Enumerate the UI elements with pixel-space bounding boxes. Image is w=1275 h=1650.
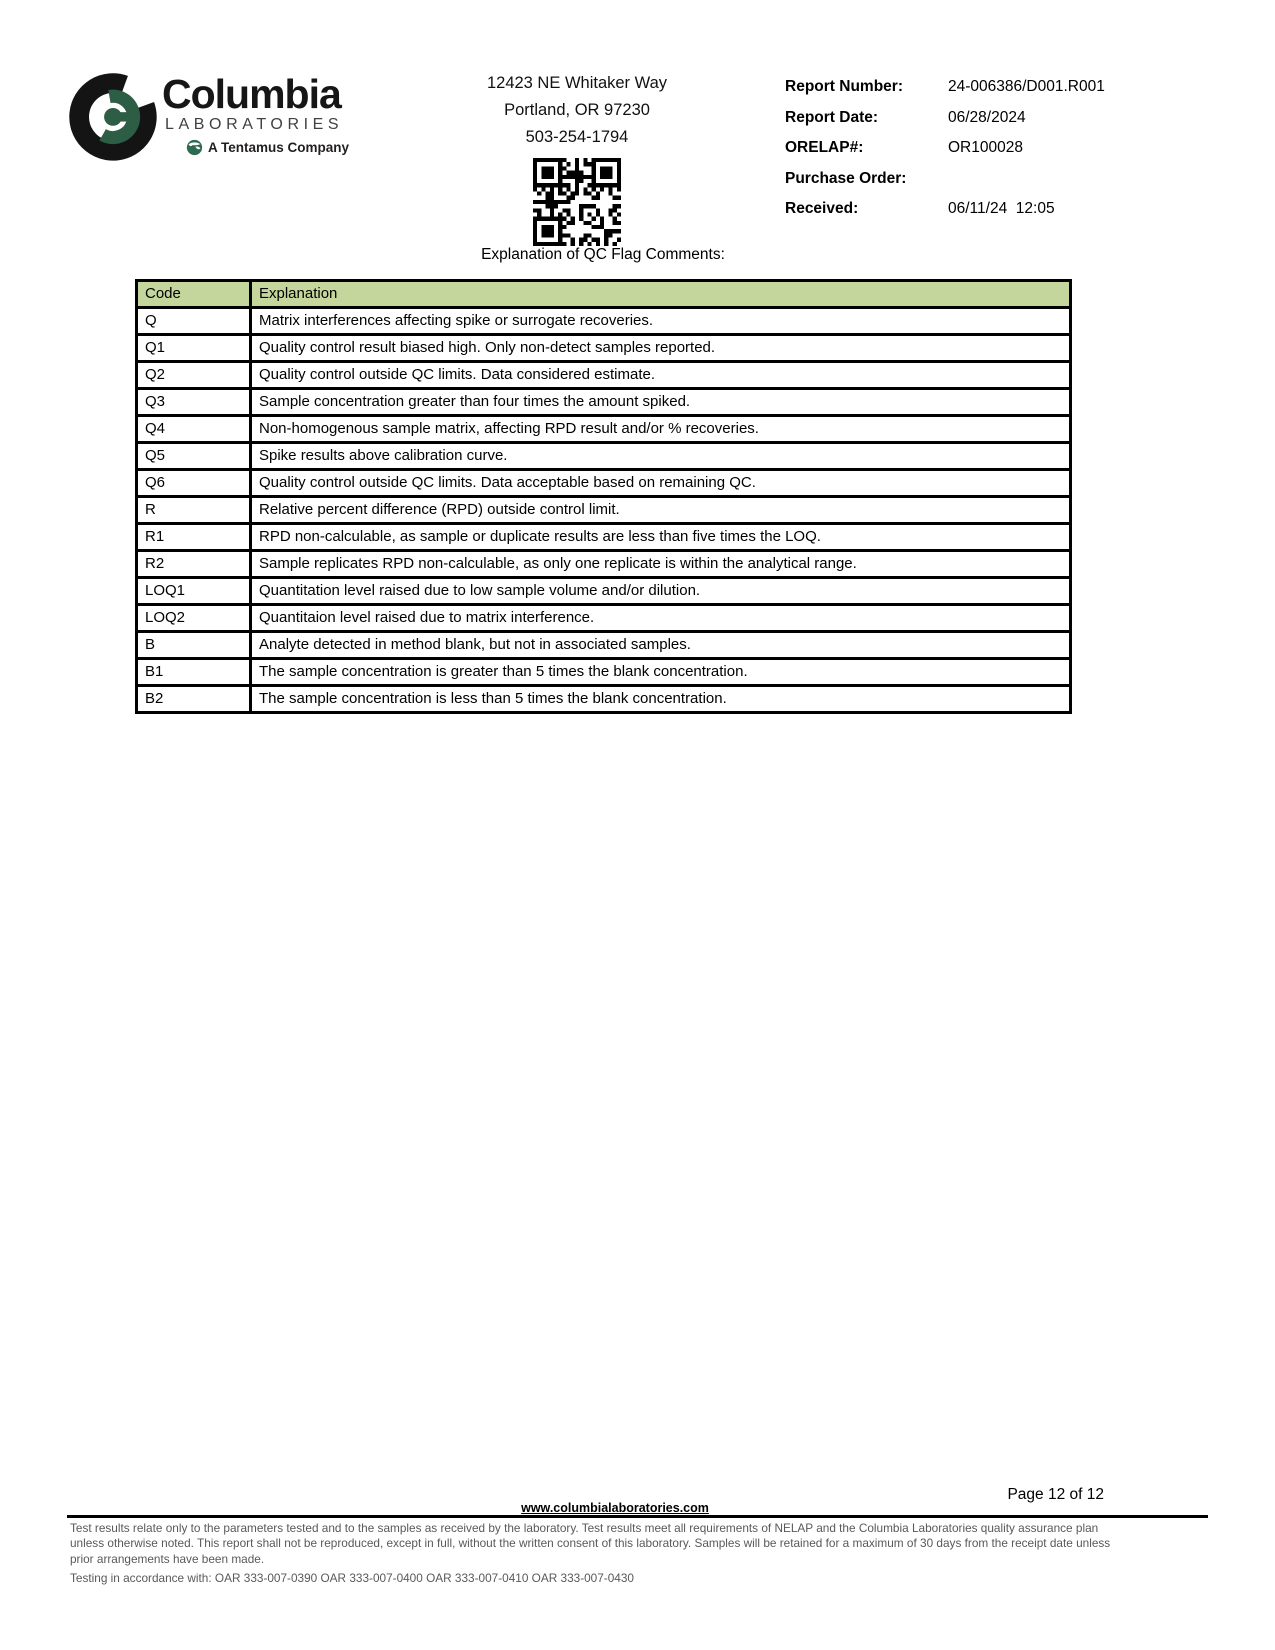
qc-table-row bbox=[137, 389, 1071, 416]
qc-code-cell: B1 bbox=[137, 659, 251, 686]
footer-disclaimer bbox=[70, 1521, 1215, 1586]
qc-explanation-cell: Spike results above calibration curve. bbox=[251, 443, 1071, 470]
qc-explanation-cell: Analyte detected in method blank, but not in associated samples. bbox=[251, 632, 1071, 659]
lab-street: 12423 NE Whitaker Way bbox=[486, 74, 668, 92]
qr-code bbox=[533, 158, 621, 246]
qc-table-row bbox=[137, 443, 1071, 470]
qc-explanation-cell: The sample concentration is greater than 5 times the blank concentration. bbox=[251, 659, 1071, 686]
qc-explanation-cell: Non-homogenous sample matrix, affecting RPD result and/or % recoveries. bbox=[251, 416, 1071, 443]
qc-explanation-cell: Matrix interferences affecting spike or surrogate recoveries. bbox=[251, 308, 1071, 335]
qc-table-body bbox=[137, 308, 1071, 713]
columbia-logo-icon bbox=[66, 68, 160, 162]
qc-explanation-cell: Sample concentration greater than four times the amount spiked. bbox=[251, 389, 1071, 416]
report-info-label: Purchase Order: bbox=[785, 169, 907, 187]
report-info-row bbox=[785, 194, 1145, 225]
report-info-row bbox=[785, 103, 1145, 134]
qc-explanation-cell: RPD non-calculable, as sample or duplicate results are less than five times the LOQ. bbox=[251, 524, 1071, 551]
qc-table-row bbox=[137, 497, 1071, 524]
qc-section-title: Explanation of QC Flag Comments: bbox=[481, 246, 725, 263]
report-info-label: ORELAP#: bbox=[785, 139, 864, 156]
lab-address-block bbox=[427, 70, 727, 246]
qc-code-cell: LOQ1 bbox=[137, 578, 251, 605]
qc-table-row bbox=[137, 308, 1071, 335]
qc-explanation-cell: Quality control outside QC limits. Data acceptable based on remaining QC. bbox=[251, 470, 1071, 497]
qc-code-cell: Q bbox=[137, 308, 251, 335]
brand-tagline: A Tentamus Company bbox=[208, 140, 350, 155]
qc-table-row bbox=[137, 605, 1071, 632]
qc-explanation-cell: Quality control outside QC limits. Data considered estimate. bbox=[251, 362, 1071, 389]
qc-table-header-row bbox=[137, 281, 1071, 308]
qc-table-row bbox=[137, 551, 1071, 578]
qc-code-cell: Q4 bbox=[137, 416, 251, 443]
report-info-block bbox=[785, 72, 1145, 225]
qc-code-cell: R2 bbox=[137, 551, 251, 578]
qc-table-row bbox=[137, 470, 1071, 497]
qc-table-row bbox=[137, 335, 1071, 362]
qc-code-cell: Q5 bbox=[137, 443, 251, 470]
lab-phone: 503-254-1794 bbox=[525, 128, 629, 146]
qc-explanation-cell: The sample concentration is less than 5 times the blank concentration. bbox=[251, 686, 1071, 713]
page-number: Page 12 of 12 bbox=[1007, 1486, 1104, 1503]
qc-header-explanation: Explanation bbox=[251, 281, 1071, 308]
qc-table-row bbox=[137, 632, 1071, 659]
report-info-value: OR100028 bbox=[948, 139, 1023, 156]
qc-header-code: Code bbox=[137, 281, 251, 308]
qc-table-row bbox=[137, 524, 1071, 551]
qc-code-cell: R1 bbox=[137, 524, 251, 551]
report-info-value bbox=[948, 164, 1145, 195]
brand-name: Columbia bbox=[162, 71, 341, 117]
brand-subtitle: LABORATORIES bbox=[165, 116, 344, 133]
lab-city-state: Portland, OR 97230 bbox=[504, 101, 650, 119]
report-info-label: Report Date: bbox=[785, 108, 879, 126]
lab-website: www.columbialaboratories.com bbox=[521, 1501, 709, 1515]
qc-code-cell: B bbox=[137, 632, 251, 659]
qc-table-row bbox=[137, 686, 1071, 713]
report-info-row bbox=[785, 72, 1145, 103]
qc-code-cell: B2 bbox=[137, 686, 251, 713]
qc-explanation-cell: Relative percent difference (RPD) outside control limit. bbox=[251, 497, 1071, 524]
qc-explanation-cell: Quantitaion level raised due to matrix interference. bbox=[251, 605, 1071, 632]
qc-code-cell: Q1 bbox=[137, 335, 251, 362]
qc-table-row bbox=[137, 578, 1071, 605]
qc-code-cell: Q6 bbox=[137, 470, 251, 497]
qc-table-row bbox=[137, 416, 1071, 443]
report-info-label: Report Number: bbox=[785, 78, 903, 95]
qc-explanation-cell: Quality control result biased high. Only non-detect samples reported. bbox=[251, 335, 1071, 362]
tentamus-leaf-icon bbox=[186, 139, 203, 156]
qc-code-cell: LOQ2 bbox=[137, 605, 251, 632]
qc-explanation-cell: Quantitation level raised due to low sample volume and/or dilution. bbox=[251, 578, 1071, 605]
disclaimer-line: Test results relate only to the parameters tested and to the samples as received by the laboratory. Test results meet all requirements of NELAP and the Columbia Laboratories quality assurance plan bbox=[70, 1521, 1099, 1535]
disclaimer-line: prior arrangements have been made. bbox=[70, 1551, 265, 1566]
report-info-value: 24-006386/D001.R001 bbox=[948, 78, 1105, 95]
footer-divider bbox=[67, 1515, 1208, 1518]
disclaimer-line: unless otherwise noted. This report shall not be reproduced, except in full, without the written consent of this laboratory. Samples will be retained for a maximum of 30 days from the receipt date unless bbox=[70, 1536, 1111, 1551]
report-info-row bbox=[785, 133, 1145, 164]
report-info-value: 06/11/24 12:05 bbox=[948, 200, 1055, 217]
qc-flag-table bbox=[135, 279, 1072, 714]
testing-accordance-line: Testing in accordance with: OAR 333-007-0390 OAR 333-007-0400 OAR 333-007-0410 OAR 333-007-0430 bbox=[70, 1570, 634, 1585]
report-info-value: 06/28/2024 bbox=[948, 108, 1026, 126]
qc-code-cell: R bbox=[137, 497, 251, 524]
qc-code-cell: Q3 bbox=[137, 389, 251, 416]
qc-explanation-cell: Sample replicates RPD non-calculable, as only one replicate is within the analytical range. bbox=[251, 551, 1071, 578]
columbia-logo bbox=[66, 68, 349, 162]
qc-code-cell: Q2 bbox=[137, 362, 251, 389]
qc-table-row bbox=[137, 659, 1071, 686]
qc-table-row bbox=[137, 362, 1071, 389]
report-info-row bbox=[785, 164, 1145, 195]
report-info-label: Received: bbox=[785, 200, 859, 217]
